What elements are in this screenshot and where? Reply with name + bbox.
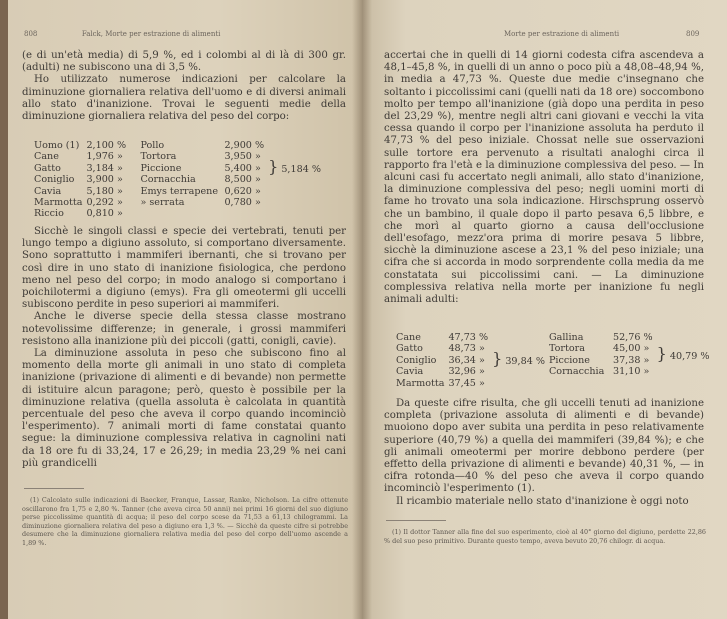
left-text-top bbox=[22, 50, 346, 123]
book-gutter bbox=[352, 0, 372, 619]
table-cell: Marmotta bbox=[34, 197, 83, 209]
table-row bbox=[34, 197, 325, 208]
footnote-rule bbox=[386, 520, 446, 521]
table-cell: 2,900 % bbox=[224, 140, 265, 151]
table-cell: 5,400 » bbox=[224, 162, 261, 174]
paragraph: accertai che in quelli di 14 giorni codesta cifra ascendeva a 48,1–45,8 %, in quelli di un anno o poco più a 48,08–48,94 %, in media a 47,73 %. Queste due medie c'insegnano che soltanto i piccolissimi cani (quelli nati da 18 ore) soccombono molto per tempo all'inanizione (già dopo una perdita in peso del 23,29 %), mentre negli altri cani giovani e vecchi la vita cessa quando il corpo per l'inanizione assoluta ha perduto il 47,73 % del peso iniziale. Chossat nelle sue osservazioni sulle tortore era pervenuto a risultati analoghi circa il rapporto fra l'età e la diminuzione complessiva del peso. — In alcuni casi fu accertato negli animali, allo stato d'inanizione, la diminuzione complessiva del peso; negli uomini morti di fame ho trovato una sola indicazione. Hirschsprung osservò che un bambino, il quale dopo il parto pesava 6,5 libbre, e che morì al quarto giorno a causa dell'occlusione dell'esofago, mezz'ora prima di morire pesava 5 libbre, sicchè la diminuzione ascese a 23,1 % del peso iniziale; una cifra che si accorda in modo sorprendente colla media da me constatata sui piccolissimi cani. — La diminuzione complessiva relativa nella morte per inanizione fu negli animali adulti: bbox=[384, 50, 704, 306]
table-cell bbox=[613, 378, 657, 389]
right-text-body bbox=[384, 398, 704, 508]
table-cell: Cavia bbox=[396, 366, 424, 378]
footnote-text: (1) Calcolato sulle indicazioni di Baecker, Franque, Lassar, Ranke, Nicholson. La cifre ottenute oscillarono fra 1,75 e 2,80 %. Tanner (che aveva circa 50 anni) nei primi 16 giorni del suo digiuno perse piccolissime quantità di acqua; il peso del corpo scese da 71,53 a 61,13 chilogrammi. La diminuzione giornaliera relativa del peso a digiuno era 1,3 %. — Sicchè da queste cifre si potrebbe desumere che la diminuzione giornaliera relativa media del peso del corpo dell'uomo ascende a 1,89 %. bbox=[22, 496, 348, 547]
left-page-number: 808 bbox=[24, 30, 38, 38]
paragraph: (e di un'età media) di 5,9 %, ed i colombi al di là di 300 gr. (adulti) ne subiscono una di 3,5 %. bbox=[22, 50, 346, 74]
table-cell: Coniglio bbox=[34, 174, 75, 186]
right-text-top bbox=[384, 50, 704, 306]
table-cell: Tortora bbox=[140, 151, 177, 163]
table-cell bbox=[549, 378, 613, 389]
table-cell: 37,38 » bbox=[612, 354, 650, 366]
left-running-head: Falck, Morte per estrazione di alimenti bbox=[81, 30, 221, 38]
table-cell bbox=[140, 208, 224, 219]
table-cell: » serrata bbox=[140, 197, 185, 209]
paragraph: Anche le diverse specie della stessa classe mostrano notevolissime differenze; in generale, i grossi mammiferi resistono alla inanizione più dei piccoli (gatti, conigli, cavie). bbox=[22, 311, 346, 347]
table-row bbox=[396, 343, 714, 354]
table-row bbox=[34, 140, 325, 151]
brace: } bbox=[268, 157, 279, 177]
page-edge bbox=[0, 0, 8, 619]
table-cell: Gallina bbox=[548, 332, 584, 343]
table-cell: 47,73 % bbox=[448, 332, 489, 343]
table-cell: 2,100 % bbox=[86, 140, 127, 151]
table-cell: 0,780 » bbox=[224, 197, 261, 209]
table-cell: 0,292 » bbox=[86, 197, 123, 209]
table-cell: 1,976 » bbox=[86, 151, 123, 163]
table-cell: 52,76 % bbox=[612, 332, 653, 343]
table-cell: 31,10 » bbox=[612, 366, 650, 378]
table-cell: 5,180 » bbox=[86, 185, 123, 197]
table-cell: 37,45 » bbox=[448, 377, 485, 389]
table-cell: Cornacchia bbox=[140, 174, 196, 186]
paragraph: Il ricambio materiale nello stato d'inanizione è oggi noto bbox=[396, 495, 689, 507]
paragraph: Ho utilizzato numerose indicazioni per calcolare la diminuzione giornaliera relativa dell'uomo e di diversi animali allo stato d'inanizione. Trovai le seguenti medie della diminuzione giornaliera relativa del peso del corpo: bbox=[22, 74, 346, 123]
table-row bbox=[396, 332, 714, 343]
table-cell: 0,810 » bbox=[86, 208, 123, 220]
right-footnote bbox=[384, 528, 706, 547]
group-value-birds: 40,79 % bbox=[669, 350, 710, 362]
table-cell: Gatto bbox=[396, 343, 423, 355]
table-cell: 48,73 » bbox=[448, 343, 485, 355]
table-cell: 32,96 » bbox=[448, 366, 485, 378]
table-row bbox=[396, 366, 714, 377]
table-cell: Gatto bbox=[34, 162, 61, 174]
right-page-number-wrap bbox=[686, 30, 699, 38]
table-row bbox=[34, 208, 325, 219]
right-data-table bbox=[396, 332, 714, 389]
table-cell: 3,950 » bbox=[224, 151, 261, 163]
left-text-body bbox=[22, 226, 346, 470]
table-cell: Pollo bbox=[140, 140, 165, 151]
table-cell: Tortora bbox=[548, 343, 585, 355]
table-row bbox=[34, 151, 325, 162]
paragraph: Sicchè le singoli classi e specie dei vertebrati, tenuti per lungo tempo a digiuno assoluto, si comportano diversamente. Sono soprattutto i mammiferi ibernanti, che si trovano per così dire in uno stato di inanizione fisiologica, che perdono meno nel peso del corpo; in modo analogo si comportano i poichilotermi a digiuno (emys). Fra gli omeotermi gli uccelli subiscono perdite in peso superiori ai mammiferi. bbox=[22, 226, 346, 311]
paragraph: La diminuzione assoluta in peso che subiscono fino al momento della morte gli animali in uno stato di completa inanizione (privazione di alimenti e di bevande) non permette di istituire alcun paragone; però, questo è possibile per la diminuzione relativa (quella assoluta è calcolata in quantità percentuale del peso che aveva il corpo quando incominciò l'esperimento). 7 animali morti di fame constatai quanto segue: la diminuzione complessiva relativa in cagnolini nati da 18 ore fu di 33,24, 17 e 26,29; in media 23,29 % nei cani più grandicelli bbox=[22, 348, 346, 469]
table-cell: Cane bbox=[34, 151, 59, 163]
brace: } bbox=[492, 349, 503, 369]
table-cell: Riccio bbox=[34, 208, 64, 220]
table-cell: 3,900 » bbox=[86, 174, 123, 186]
right-page bbox=[362, 0, 727, 619]
right-running-head: Morte per estrazione di alimenti bbox=[504, 30, 620, 38]
table-cell: 45,00 » bbox=[612, 343, 650, 355]
table-cell: Uomo (1) bbox=[34, 140, 80, 151]
paragraph: Da queste cifre risulta, che gli uccelli tenuti ad inanizione completa (privazione assoluta di alimenti e di bevande) muoiono dopo aver subita una perdita in peso relativamente superiore (40,79 %) a quella dei mammiferi (39,84 %); e che gli animali omeotermi per morire debbono perdere (per effetto della privazione di alimenti e bevande) 40,31 %, — in cifra rotonda—40 % del peso che aveva il corpo quando incominciò l'esperimento (1). bbox=[384, 398, 704, 495]
left-footnote bbox=[22, 496, 348, 550]
brace: } bbox=[656, 343, 667, 363]
right-page-number: 809 bbox=[686, 30, 700, 38]
table-cell: Marmotta bbox=[396, 377, 445, 389]
left-running-header bbox=[24, 30, 220, 38]
table-cell: Cavia bbox=[34, 185, 62, 197]
right-running-header bbox=[504, 30, 619, 38]
table-cell: Emys terrapene bbox=[140, 185, 219, 197]
table-cell: 36,34 » bbox=[448, 354, 485, 366]
footnote-rule bbox=[24, 488, 84, 489]
table-cell: Coniglio bbox=[396, 354, 437, 366]
table-cell: 0,620 » bbox=[224, 185, 261, 197]
table-cell: 8,500 » bbox=[224, 174, 261, 186]
table-cell: Piccione bbox=[548, 354, 590, 366]
group-value: 5,184 % bbox=[281, 164, 321, 176]
table-cell bbox=[224, 208, 268, 219]
group-value-mammals: 39,84 % bbox=[505, 356, 545, 368]
left-data-table bbox=[34, 140, 325, 220]
left-page bbox=[0, 0, 362, 619]
table-cell: Piccione bbox=[140, 162, 182, 174]
footnote-text: (1) Il dottor Tanner alla fine del suo esperimento, cioè al 40° giorno del digiuno, perdette 22,86 % del suo peso primitivo. Durante questo tempo, aveva bevuto 20,76 chilogr. di acqua. bbox=[384, 528, 706, 545]
table-row bbox=[396, 378, 714, 389]
table-row bbox=[34, 186, 325, 197]
table-cell: Cane bbox=[396, 332, 421, 343]
table-cell: 3,184 » bbox=[86, 162, 123, 174]
table-cell: Cornacchia bbox=[548, 366, 605, 378]
